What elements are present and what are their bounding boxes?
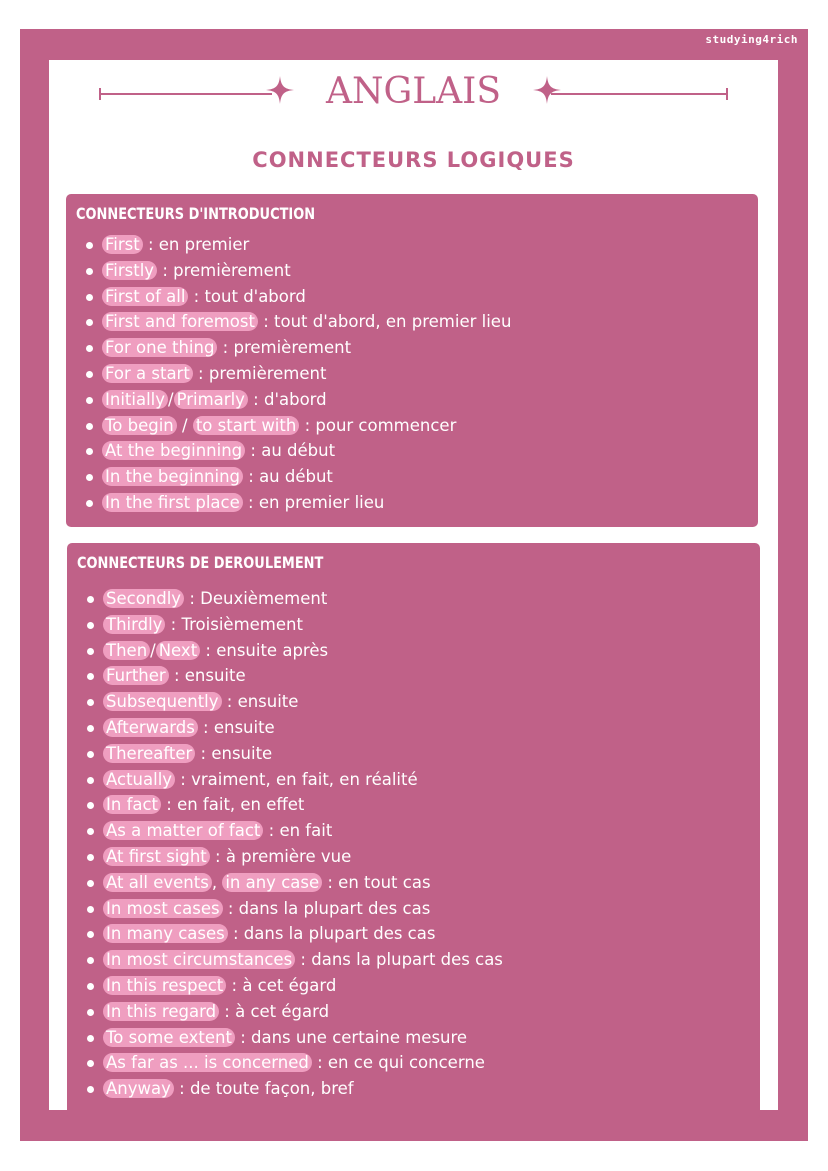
connector-definition: : Troisièmement <box>165 614 303 634</box>
connector-definition: : à première vue <box>209 846 352 866</box>
connector-term: In the first place <box>102 493 243 512</box>
list-item <box>87 1025 503 1051</box>
connector-list <box>86 232 511 516</box>
connector-term: At first sight <box>103 847 210 866</box>
connector-term: As a matter of fact <box>103 821 263 840</box>
connector-term: Further <box>103 666 169 685</box>
term-separator: / <box>150 640 156 660</box>
connector-definition: : en ce qui concerne <box>311 1053 485 1073</box>
connector-term: Firstly <box>102 261 157 280</box>
connector-definition: : en fait, en effet <box>161 795 305 815</box>
connector-definition: : à cet égard <box>226 975 337 995</box>
list-item <box>87 792 503 818</box>
connector-term: For one thing <box>102 338 217 357</box>
list-item <box>87 999 503 1025</box>
connector-term: Initially <box>102 390 168 409</box>
connector-definition: : tout d'abord, en premier lieu <box>257 312 512 332</box>
list-item <box>87 741 503 767</box>
connector-definition: : premièrement <box>157 260 291 280</box>
connector-definition: : au début <box>243 467 333 487</box>
list-item <box>86 413 511 439</box>
connector-term: In the beginning <box>102 467 243 486</box>
connector-definition: : pour commencer <box>299 415 457 435</box>
list-item <box>86 335 511 361</box>
connector-definition: : en fait <box>263 821 333 841</box>
connector-term: In fact <box>103 795 161 814</box>
list-item <box>86 284 511 310</box>
connector-term: In this regard <box>103 1002 219 1021</box>
connector-definition: : tout d'abord <box>188 286 306 306</box>
connector-definition: : de toute façon, bref <box>173 1079 354 1099</box>
connector-term: to start with <box>193 416 300 435</box>
connector-definition: : ensuite <box>197 717 275 737</box>
list-item <box>86 490 511 516</box>
list-item <box>87 586 503 612</box>
connector-definition: : ensuite après <box>200 640 329 660</box>
title-row <box>49 68 778 112</box>
section-introduction <box>66 194 758 527</box>
page-subtitle: CONNECTEURS LOGIQUES <box>252 148 575 172</box>
connector-term: Subsequently <box>103 692 222 711</box>
section-title: CONNECTEURS DE DEROULEMENT <box>77 553 324 572</box>
connector-definition: : d'abord <box>247 389 327 409</box>
list-item <box>86 258 511 284</box>
connector-term: Primarly <box>174 390 248 409</box>
connector-term: in any case <box>222 873 322 892</box>
connector-term: Anyway <box>103 1079 174 1098</box>
list-item <box>86 387 511 413</box>
connector-definition: : en premier <box>142 235 250 254</box>
sparkle-icon <box>533 76 561 104</box>
list-item <box>87 663 503 689</box>
connector-definition: : à cet égard <box>219 1001 330 1021</box>
connector-term: To begin <box>102 416 177 435</box>
connector-definition: : vraiment, en fait, en réalité <box>175 769 418 789</box>
connector-term: At all events <box>103 873 212 892</box>
title-rule-right <box>551 93 727 95</box>
connector-term: Actually <box>103 770 175 789</box>
connector-definition: : au début <box>245 441 336 461</box>
list-item <box>87 921 503 947</box>
section-deroulement <box>67 543 760 1119</box>
connector-definition: : en tout cas <box>322 872 431 892</box>
list-item <box>86 309 511 335</box>
connector-definition: : Deuxièmement <box>184 589 328 608</box>
list-item <box>86 464 511 490</box>
connector-list <box>87 586 503 1102</box>
connector-definition: : dans la plupart des cas <box>227 924 436 944</box>
list-item <box>86 361 511 387</box>
connector-definition: : premièrement <box>192 363 327 383</box>
connector-definition: : dans la plupart des cas <box>222 898 431 918</box>
connector-term: First <box>102 235 143 254</box>
connector-definition: : ensuite <box>221 692 299 712</box>
connector-term: In most cases <box>103 899 223 918</box>
connector-definition: : dans la plupart des cas <box>295 950 503 970</box>
connector-term: At the beginning <box>102 441 245 460</box>
list-item <box>86 232 511 258</box>
list-item <box>87 767 503 793</box>
list-item <box>87 947 503 973</box>
list-item <box>87 612 503 638</box>
title-rule-end-right <box>726 88 728 100</box>
connector-definition: : premièrement <box>217 338 352 358</box>
list-item <box>87 715 503 741</box>
page-title: ANGLAIS <box>325 71 502 112</box>
term-separator: , <box>211 872 223 892</box>
list-item <box>87 689 503 715</box>
list-item <box>87 896 503 922</box>
term-separator: / <box>168 389 174 409</box>
connector-term: Thirdly <box>103 615 165 634</box>
connector-term: Thereafter <box>103 744 195 763</box>
list-item <box>87 818 503 844</box>
connector-term: As far as ... is concerned <box>103 1053 312 1072</box>
connector-term: In most circumstances <box>103 950 295 969</box>
connector-term: Afterwards <box>103 718 198 737</box>
connector-definition: : en premier lieu <box>242 492 385 512</box>
connector-term: Next <box>156 641 200 660</box>
connector-term: In many cases <box>103 924 228 943</box>
watermark: studying4rich <box>705 33 798 46</box>
list-item <box>87 870 503 896</box>
sheet <box>49 60 778 1110</box>
list-item <box>87 844 503 870</box>
list-item <box>87 638 503 664</box>
connector-definition: : dans une certaine mesure <box>234 1027 468 1047</box>
connector-term: Then <box>103 641 150 660</box>
list-item <box>86 438 511 464</box>
connector-definition: : ensuite <box>195 743 273 763</box>
connector-term: Secondly <box>103 589 184 608</box>
section-title: CONNECTEURS D'INTRODUCTION <box>76 204 316 223</box>
connector-term: To some extent <box>103 1028 235 1047</box>
connector-term: First and foremost <box>102 312 258 331</box>
list-item <box>87 1050 503 1076</box>
connector-term: First of all <box>102 287 188 306</box>
connector-term: For a start <box>102 364 193 383</box>
connector-term: In this respect <box>103 976 226 995</box>
list-item <box>87 1076 503 1102</box>
term-separator: / <box>176 415 193 435</box>
list-item <box>87 973 503 999</box>
page-frame <box>20 29 808 1141</box>
connector-definition: : ensuite <box>168 666 246 686</box>
